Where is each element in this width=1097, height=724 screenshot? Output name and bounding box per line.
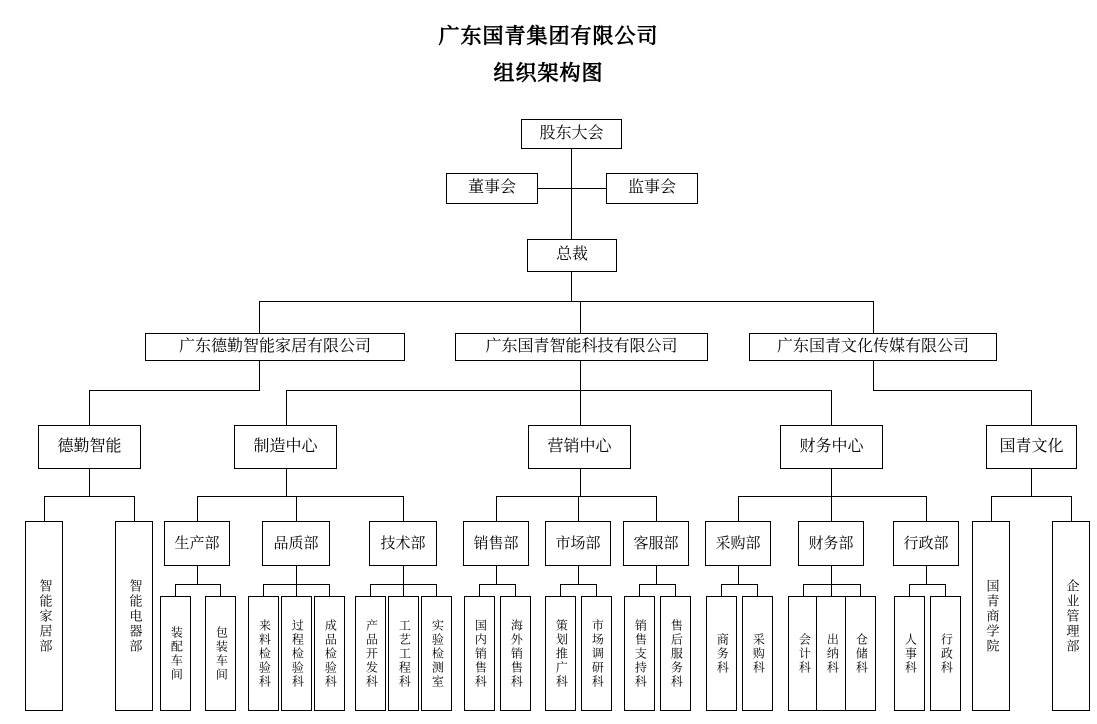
- node-final-inspection-section[interactable]: 成品检验科: [314, 596, 345, 711]
- connector: [44, 496, 135, 497]
- node-after-sales-service-section[interactable]: 售后服务科: [660, 596, 691, 711]
- connector: [831, 566, 832, 584]
- connector: [656, 566, 657, 584]
- node-technology-dept[interactable]: 技术部: [369, 521, 437, 566]
- node-finance-center[interactable]: 财务中心: [780, 425, 883, 469]
- node-marketing-center[interactable]: 营销中心: [528, 425, 631, 469]
- node-domestic-sales-section[interactable]: 国内销售科: [464, 596, 495, 711]
- connector: [89, 390, 260, 391]
- connector: [991, 496, 1071, 497]
- node-administrative-section[interactable]: 行政科: [930, 596, 961, 711]
- node-smart-home-division[interactable]: 智能家居部: [25, 521, 63, 711]
- connector: [220, 584, 221, 596]
- connector: [197, 496, 198, 521]
- connector: [263, 584, 264, 596]
- connector: [496, 496, 656, 497]
- node-president[interactable]: 总裁: [527, 239, 617, 272]
- node-business-affairs-section[interactable]: 商务科: [706, 596, 737, 711]
- node-production-dept[interactable]: 生产部: [164, 521, 230, 566]
- node-assembly-workshop[interactable]: 装配车间: [160, 596, 191, 711]
- node-packaging-workshop[interactable]: 包装车间: [205, 596, 236, 711]
- connector: [578, 566, 579, 584]
- node-market-dept[interactable]: 市场部: [545, 521, 611, 566]
- connector: [329, 584, 330, 596]
- node-process-engineering-section[interactable]: 工艺工程科: [388, 596, 419, 711]
- node-guoqing-business-school[interactable]: 国青商学院: [972, 521, 1010, 711]
- connector: [197, 496, 403, 497]
- node-guoqing-culture-media-co[interactable]: 广东国青文化传媒有限公司: [749, 333, 997, 361]
- node-board-of-directors[interactable]: 董事会: [446, 173, 538, 204]
- connector: [721, 584, 757, 585]
- node-smart-appliance-division[interactable]: 智能电器部: [115, 521, 153, 711]
- connector: [560, 584, 561, 596]
- connector: [436, 584, 437, 596]
- connector: [496, 496, 497, 521]
- connector: [89, 469, 90, 496]
- connector: [803, 584, 804, 596]
- connector: [134, 496, 135, 521]
- connector: [757, 584, 758, 596]
- node-process-inspection-section[interactable]: 过程检验科: [281, 596, 312, 711]
- connector: [831, 584, 832, 596]
- connector: [578, 496, 579, 521]
- node-manufacturing-center[interactable]: 制造中心: [234, 425, 337, 469]
- connector: [403, 496, 404, 521]
- connector: [926, 566, 927, 584]
- node-human-resources-section[interactable]: 人事科: [894, 596, 925, 711]
- connector: [286, 390, 287, 425]
- connector: [259, 301, 874, 302]
- connector: [479, 584, 515, 585]
- connector: [296, 584, 297, 596]
- connector: [873, 360, 874, 390]
- connector: [296, 496, 297, 521]
- connector: [1031, 390, 1032, 425]
- connector: [831, 390, 832, 425]
- connector: [175, 584, 176, 596]
- connector: [580, 301, 581, 333]
- connector: [738, 566, 739, 584]
- node-administration-dept[interactable]: 行政部: [893, 521, 959, 566]
- connector: [197, 566, 198, 584]
- node-warehouse-section[interactable]: 仓储科: [845, 596, 876, 711]
- connector: [873, 390, 1031, 391]
- connector: [738, 496, 926, 497]
- node-quality-dept[interactable]: 品质部: [262, 521, 330, 566]
- node-guoqing-smart-tech-co[interactable]: 广东国青智能科技有限公司: [455, 333, 708, 361]
- connector: [44, 496, 45, 521]
- node-product-development-section[interactable]: 产品开发科: [355, 596, 386, 711]
- connector: [515, 584, 516, 596]
- node-incoming-inspection-section[interactable]: 来料检验科: [248, 596, 279, 711]
- connector: [496, 566, 497, 584]
- page-title-line1: 广东国青集团有限公司: [438, 25, 659, 48]
- connector: [596, 584, 597, 596]
- node-testing-laboratory[interactable]: 实验检测室: [421, 596, 452, 711]
- connector: [945, 584, 946, 596]
- connector: [479, 584, 480, 596]
- connector: [991, 496, 992, 521]
- node-sales-support-section[interactable]: 销售支持科: [624, 596, 655, 711]
- node-enterprise-management-dept[interactable]: 企业管理部: [1052, 521, 1090, 711]
- connector: [656, 496, 657, 521]
- node-planning-promotion-section[interactable]: 策划推广科: [545, 596, 576, 711]
- connector: [580, 360, 581, 390]
- connector: [560, 584, 596, 585]
- connector: [580, 390, 581, 425]
- connector: [831, 496, 832, 521]
- connector: [403, 584, 404, 596]
- connector: [175, 584, 220, 585]
- connector: [721, 584, 722, 596]
- node-deqin-smart[interactable]: 德勤智能: [38, 425, 141, 469]
- connector: [1031, 469, 1032, 496]
- connector: [296, 566, 297, 584]
- node-deqin-smart-home-co[interactable]: 广东德勤智能家居有限公司: [145, 333, 405, 361]
- connector: [403, 566, 404, 584]
- node-customer-service-dept[interactable]: 客服部: [623, 521, 689, 566]
- connector: [259, 360, 260, 390]
- node-board-of-supervisors[interactable]: 监事会: [606, 173, 698, 204]
- node-purchasing-dept[interactable]: 采购部: [705, 521, 771, 566]
- node-accounting-section[interactable]: 会计科: [788, 596, 819, 711]
- connector: [1071, 496, 1072, 521]
- connector: [831, 469, 832, 496]
- connector: [909, 584, 945, 585]
- connector: [860, 584, 861, 596]
- connector: [639, 584, 675, 585]
- node-sales-dept[interactable]: 销售部: [463, 521, 529, 566]
- connector: [909, 584, 910, 596]
- connector: [873, 301, 874, 333]
- page-title-line2: 组织架构图: [493, 62, 604, 85]
- connector: [286, 469, 287, 496]
- connector: [370, 584, 371, 596]
- node-overseas-sales-section[interactable]: 海外销售科: [500, 596, 531, 711]
- node-market-research-section[interactable]: 市场调研科: [581, 596, 612, 711]
- connector: [639, 584, 640, 596]
- node-cashier-section[interactable]: 出纳科: [816, 596, 847, 711]
- connector: [89, 390, 90, 425]
- node-procurement-section[interactable]: 采购科: [742, 596, 773, 711]
- node-shareholders-meeting[interactable]: 股东大会: [521, 119, 622, 149]
- connector: [580, 469, 581, 496]
- connector: [738, 496, 739, 521]
- connector: [926, 496, 927, 521]
- node-finance-dept[interactable]: 财务部: [798, 521, 864, 566]
- connector: [571, 271, 572, 302]
- node-guoqing-culture[interactable]: 国青文化: [986, 425, 1077, 469]
- connector: [259, 301, 260, 333]
- connector: [675, 584, 676, 596]
- connector: [286, 390, 831, 391]
